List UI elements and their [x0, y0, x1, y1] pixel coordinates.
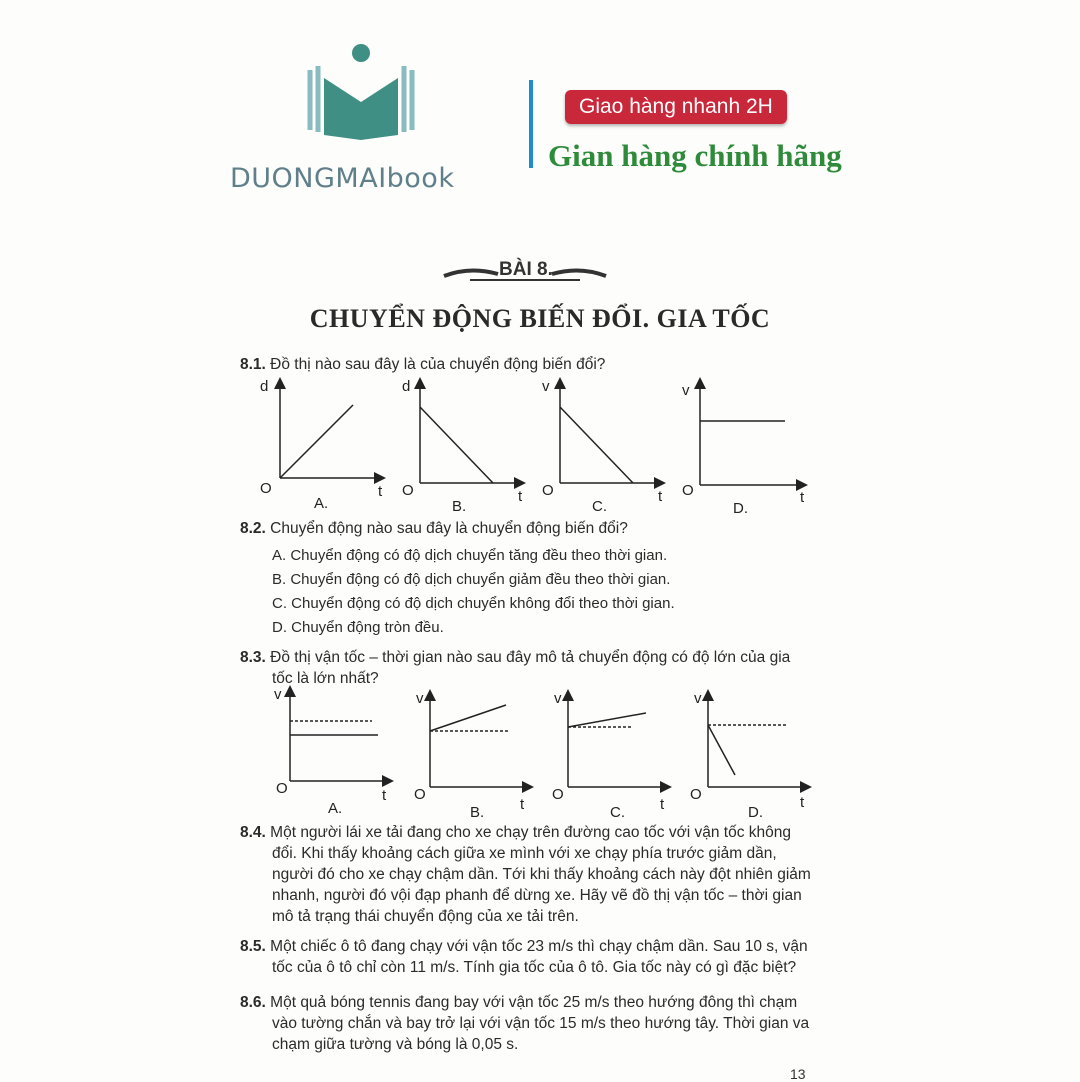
question-text-cont: tốc là lớn nhất? [272, 670, 379, 687]
origin-label: O [542, 482, 554, 499]
question-8-4 [240, 822, 820, 927]
graph-8-1-a [260, 378, 383, 512]
graph-label: B. [452, 498, 467, 515]
question-text: Đồ thị nào sau đây là của chuyển động biến đổi? [270, 356, 606, 373]
origin-label: O [402, 482, 414, 499]
graph-label: D. [748, 804, 763, 821]
question-line: đổi. Khi thấy khoảng cách giữa xe mình với xe chạy phía trước giảm dần, [272, 845, 777, 862]
question-number: 8.1. [240, 356, 266, 373]
x-axis-label: t [518, 488, 523, 505]
question-text: Chuyển động nào sau đây là chuyển động biến đổi? [270, 520, 628, 537]
option-d: D. Chuyển động tròn đều. [272, 619, 444, 636]
origin-label: O [414, 786, 426, 803]
graph-label: D. [733, 500, 748, 517]
delivery-badge: Giao hàng nhanh 2H [565, 90, 787, 124]
y-axis-label: v [542, 378, 550, 395]
x-axis-label: t [660, 796, 665, 813]
x-axis-label: t [800, 794, 805, 811]
option-c: C. Chuyển động có độ dịch chuyển không đổi theo thời gian. [272, 595, 675, 612]
origin-label: O [552, 786, 564, 803]
y-axis-label: v [694, 690, 702, 707]
graph-8-3-b [414, 690, 528, 821]
x-axis-label: t [382, 787, 387, 804]
brand-name: DUONGMAIbook [230, 163, 455, 194]
origin-label: O [276, 780, 288, 797]
graph-8-1-b [402, 378, 523, 515]
question-number: 8.4. [240, 824, 266, 841]
question-number: 8.6. [240, 994, 266, 1011]
option-a: A. Chuyển động có độ dịch chuyển tăng đều theo thời gian. [272, 547, 668, 564]
question-line: mô tả trạng thái chuyển động của xe tải trên. [272, 908, 579, 925]
y-axis-label: d [402, 378, 411, 395]
header-divider [529, 80, 533, 168]
lesson-number: BÀI 8. [499, 259, 553, 280]
page-number: 13 [790, 1066, 806, 1082]
graph-label: C. [592, 498, 607, 515]
graph-label: A. [314, 495, 329, 512]
question-8-3 [240, 647, 790, 689]
question-8-1 [240, 354, 605, 375]
graph-label: B. [470, 804, 485, 821]
graph-8-1-d [682, 382, 805, 517]
question-line: nhanh, người đó vội đạp phanh để dừng xe. Hãy vẽ đồ thị vận tốc – thời gian [272, 887, 802, 904]
x-axis-label: t [800, 489, 805, 506]
graph-label: C. [610, 804, 625, 821]
question-text: Đồ thị vận tốc – thời gian nào sau đây mô tả chuyển động có độ lớn của gia [270, 649, 791, 666]
question-8-5 [240, 936, 820, 978]
graph-8-3-a [274, 686, 388, 817]
question-8-2 [240, 518, 628, 539]
question-line: Một người lái xe tải đang cho xe chạy trên đường cao tốc với vận tốc không [270, 824, 792, 841]
y-axis-label: v [554, 690, 562, 707]
y-axis-label: v [682, 382, 690, 399]
question-line: Một quả bóng tennis đang bay với vận tốc 25 m/s theo hướng đông thì chạm [270, 994, 798, 1011]
question-line: vào tường chắn và bay trở lại với vận tốc 15 m/s theo hướng tây. Thời gian va [272, 1015, 810, 1032]
question-line: người đó cho xe chạy chậm dần. Tới khi thấy khoảng cách này đột nhiên giảm [272, 866, 811, 883]
question-line: tốc của ô tô chỉ còn 11 m/s. Tính gia tốc của ô tô. Gia tốc này có gì đặc biệt? [272, 959, 797, 976]
question-number: 8.5. [240, 938, 266, 955]
graph-8-3-c [552, 690, 666, 821]
question-8-6 [240, 992, 820, 1055]
graph-8-3-d [690, 690, 806, 821]
origin-label: O [690, 786, 702, 803]
official-shop-label: Gian hàng chính hãng [548, 138, 842, 173]
graph-8-1-c [542, 378, 663, 515]
graphs-8-1 [240, 375, 820, 520]
y-axis-label: v [274, 686, 282, 703]
x-axis-label: t [658, 488, 663, 505]
lesson-title: CHUYỂN ĐỘNG BIẾN ĐỔI. GIA TỐC [309, 304, 771, 333]
x-axis-label: t [520, 796, 525, 813]
question-line: chạm giữa tường và bóng là 0,05 s. [272, 1036, 519, 1053]
option-b: B. Chuyển động có độ dịch chuyển giảm đều theo thời gian. [272, 571, 671, 588]
question-line: Một chiếc ô tô đang chạy với vận tốc 23 m/s thì chạy chậm dần. Sau 10 s, vận [270, 938, 808, 955]
graphs-8-3 [260, 685, 820, 825]
graph-label: A. [328, 800, 343, 817]
book-logo-icon [300, 40, 420, 145]
y-axis-label: d [260, 378, 269, 395]
question-number: 8.2. [240, 520, 266, 537]
origin-label: O [682, 482, 694, 499]
x-axis-label: t [378, 483, 383, 500]
question-number: 8.3. [240, 649, 266, 666]
origin-label: O [260, 480, 272, 497]
y-axis-label: v [416, 690, 424, 707]
